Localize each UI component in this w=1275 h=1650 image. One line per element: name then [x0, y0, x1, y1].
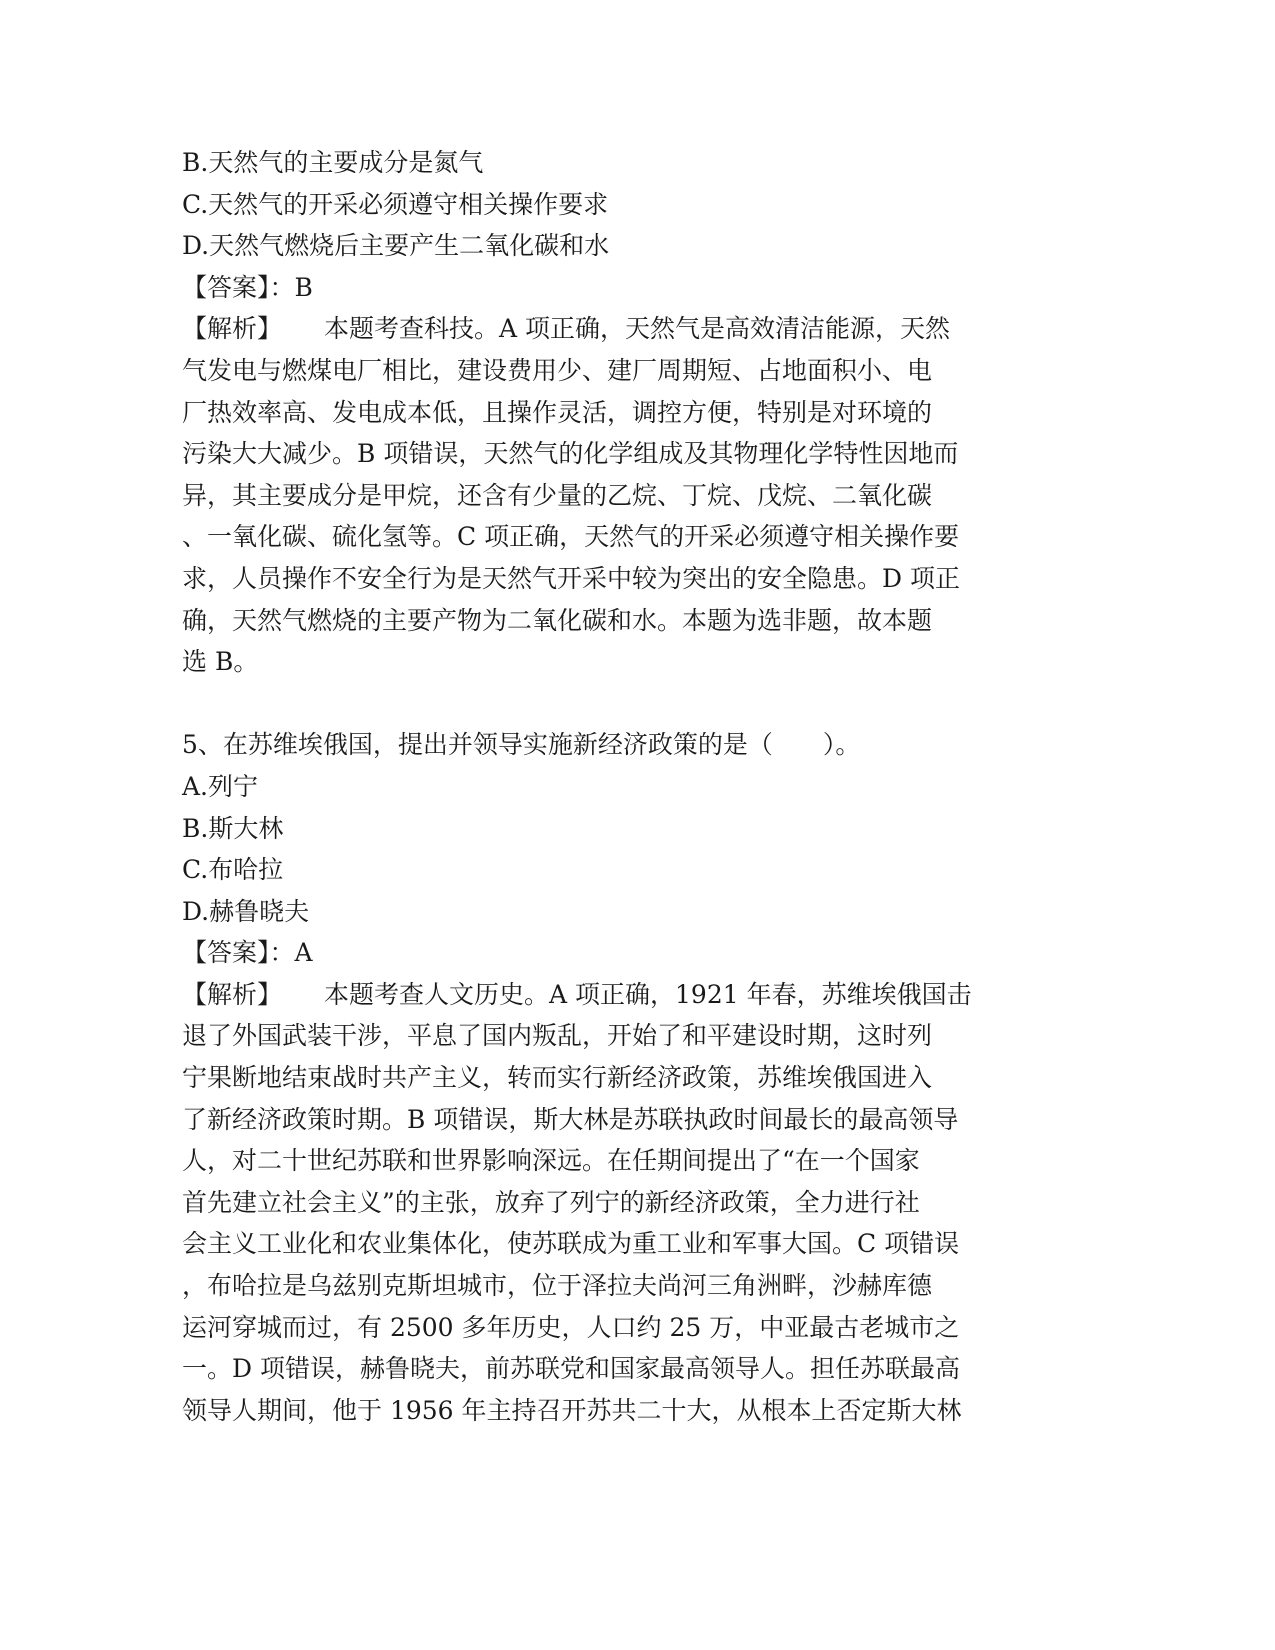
q4-option-c: C.天然气的开采必须遵守相关操作要求 [182, 189, 609, 219]
q5-options [182, 766, 1062, 932]
q4-analysis-line: 厂热效率高、发电成本低，且操作灵活，调控方便，特别是对环境的 [182, 397, 933, 427]
q5-question: 5、在苏维埃俄国，提出并领导实施新经济政策的是（ ）。 [182, 730, 861, 760]
q4-analysis-label: 【解析】 [182, 314, 283, 344]
q5-analysis-line: 人，对二十世纪苏联和世界影响深远。在任期间提出了“在一个国家 [182, 1146, 920, 1176]
q4-analysis-line: 求，人员操作不安全行为是天然气开采中较为突出的安全隐患。D 项正 [182, 563, 960, 593]
q4-analysis-line: 异，其主要成分是甲烷，还含有少量的乙烷、丁烷、戊烷、二氧化碳 [182, 480, 933, 510]
q4-analysis [182, 308, 1062, 682]
q4-option-b: B.天然气的主要成分是氮气 [182, 148, 484, 177]
question-spacer [182, 683, 1062, 725]
q4-analysis-line: 确，天然气燃烧的主要产物为二氧化碳和水。本题为选非题，故本题 [182, 605, 933, 635]
q4-answer-label: 【答案】： [182, 272, 295, 302]
q5-option-a: A.列宁 [182, 771, 259, 801]
q5-analysis-line: 运河穿城而过，有 2500 多年历史，人口约 25 万，中亚最古老城市之 [182, 1312, 960, 1342]
q5-analysis-line: 退了外国武装干涉，平息了国内叛乱，开始了和平建设时期，这时列 [182, 1021, 933, 1051]
q5-analysis-line: 了新经济政策时期。B 项错误，斯大林是苏联执政时间最长的最高领导 [182, 1104, 959, 1134]
q5-analysis-text: 本题考查人文历史。A 项正确，1921 年春，苏维埃俄国击 [324, 979, 972, 1009]
document-page [182, 142, 1062, 1431]
q5-analysis-label: 【解析】 [182, 979, 283, 1009]
q5-analysis-line: 宁果断地结束战时共产主义，转而实行新经济政策，苏维埃俄国进入 [182, 1063, 933, 1093]
q4-analysis-text: 本题考查科技。A 项正确，天然气是高效清洁能源，天然 [324, 314, 951, 344]
q4-analysis-line: 气发电与燃煤电厂相比，建设费用少、建厂周期短、占地面积小、电 [182, 355, 933, 385]
q4-analysis-line: 、一氧化碳、硫化氢等。C 项正确，天然气的开采必须遵守相关操作要 [182, 522, 960, 552]
q5-analysis-line: 会主义工业化和农业集体化，使苏联成为重工业和军事大国。C 项错误 [182, 1229, 960, 1259]
q5-analysis-line: 首先建立社会主义”的主张，放弃了列宁的新经济政策，全力进行社 [182, 1187, 920, 1217]
q5-option-b: B.斯大林 [182, 813, 284, 843]
q5-analysis-line: 领导人期间，他于 1956 年主持召开苏共二十大，从根本上否定斯大林 [182, 1395, 962, 1425]
q4-analysis-line: 选 B。 [182, 647, 259, 677]
q5-answer [182, 932, 1062, 974]
q4-analysis-line [182, 308, 1062, 350]
q4-analysis-line: 污染大大减少。B 项错误，天然气的化学组成及其物理化学特性因地而 [182, 439, 959, 469]
q5-analysis-line: 一。D 项错误，赫鲁晓夫，前苏联党和国家最高领导人。担任苏联最高 [182, 1354, 960, 1384]
q5-analysis-line: ，布哈拉是乌兹别克斯坦城市，位于泽拉夫尚河三角洲畔，沙赫库德 [182, 1271, 933, 1301]
q4-answer-value: B [294, 272, 313, 302]
q5-analysis-line [182, 974, 1062, 1016]
q4-option-d: D.天然气燃烧后主要产生二氧化碳和水 [182, 231, 610, 261]
q5-analysis [182, 974, 1062, 1432]
q5-answer-label: 【答案】： [182, 938, 295, 968]
q4-answer [182, 267, 1062, 309]
q4-options [182, 142, 1062, 267]
q5-option-c: C.布哈拉 [182, 855, 284, 885]
q5-answer-value: A [294, 938, 313, 968]
q5-option-d: D.赫鲁晓夫 [182, 896, 310, 926]
